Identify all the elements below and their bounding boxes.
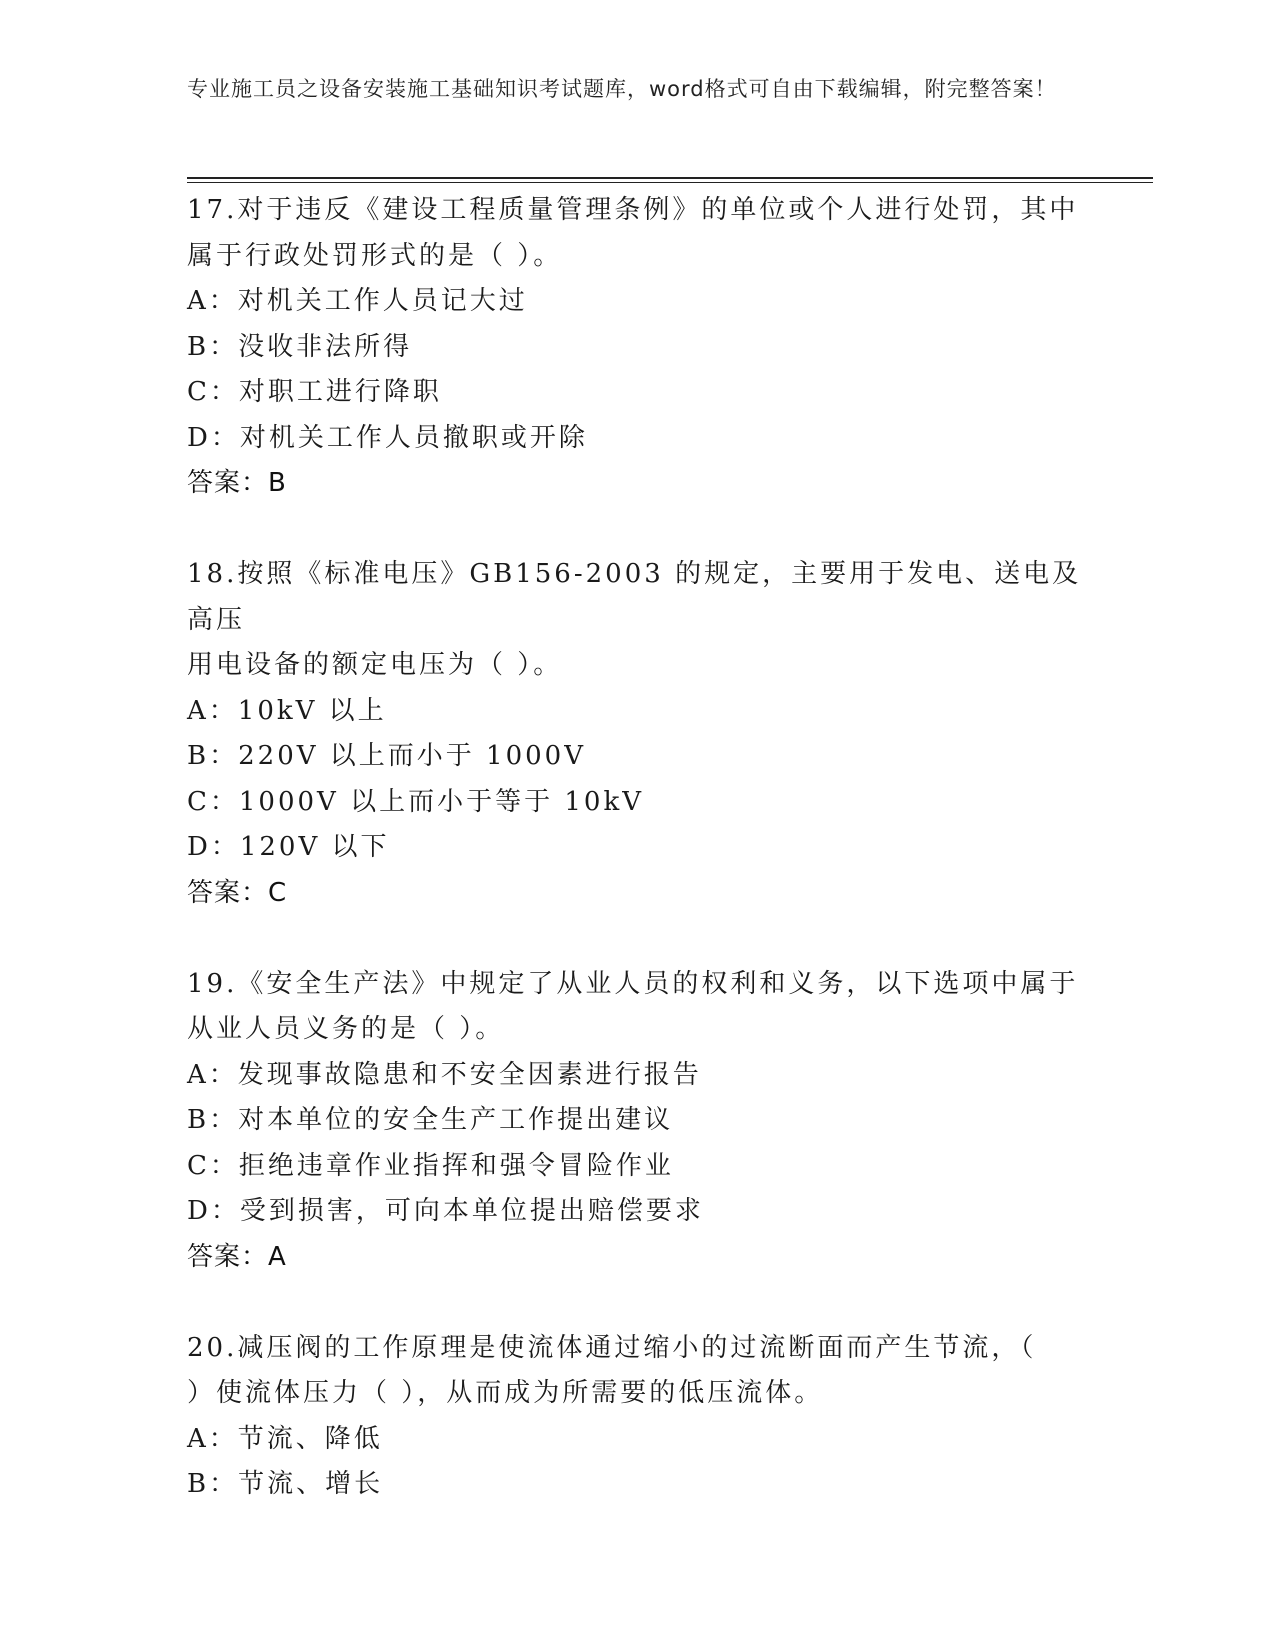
option-a: A：节流、降低 (187, 1423, 383, 1454)
option-c: C：对职工进行降职 (187, 377, 442, 407)
option-b: B：220V 以上而小于 1000V (187, 741, 586, 771)
option-d: D：受到损害，可向本单位提出赔偿要求 (187, 1196, 704, 1226)
option-a: A：发现事故隐患和不安全因素进行报告 (187, 1059, 702, 1090)
question-spacer (187, 1280, 1087, 1326)
header-divider-thin (187, 182, 1153, 183)
question-stem-line: 属于行政处罚形式的是（ ）。 (187, 240, 563, 271)
question-stem-line: 18.按照《标准电压》GB156-2003 的规定，主要用于发电、送电及高压 (187, 559, 1082, 635)
question-stem-line: ）使流体压力（ ），从而成为所需要的低压流体。 (187, 1378, 824, 1408)
question-19 (187, 962, 1087, 1326)
question-20 (187, 1326, 1087, 1508)
option-d: D：120V 以下 (187, 832, 390, 862)
answer-line: 答案：C (187, 877, 288, 908)
option-b: B：节流、增长 (187, 1469, 384, 1499)
question-stem-line: 20.减压阀的工作原理是使流体通过缩小的过流断面而产生节流，（ (187, 1332, 1037, 1363)
option-c: C：拒绝违章作业指挥和强令冒险作业 (187, 1150, 674, 1181)
option-a: A：对机关工作人员记大过 (187, 286, 528, 316)
header-divider-thick (187, 177, 1153, 179)
answer-line: 答案：A (187, 1241, 287, 1272)
question-stem-line: 19.《安全生产法》中规定了从业人员的权利和义务，以下选项中属于 (187, 968, 1079, 999)
question-list (187, 188, 1087, 1508)
option-c: C：1000V 以上而小于等于 10kV (187, 786, 644, 817)
document-header-title: 专业施工员之设备安装施工基础知识考试题库，word格式可自由下载编辑，附完整答案！ (187, 77, 1057, 101)
question-stem-line: 从业人员义务的是（ ）。 (187, 1014, 505, 1044)
option-b: B：没收非法所得 (187, 331, 413, 362)
answer-line: 答案：B (187, 468, 287, 498)
option-b: B：对本单位的安全生产工作提出建议 (187, 1105, 674, 1135)
question-spacer (187, 507, 1087, 553)
question-stem-line: 用电设备的额定电压为（ ）。 (187, 650, 563, 680)
question-18 (187, 552, 1087, 962)
question-17 (187, 188, 1087, 552)
option-d: D：对机关工作人员撤职或开除 (187, 422, 588, 453)
question-stem-line: 17.对于违反《建设工程质量管理条例》的单位或个人进行处罚，其中 (187, 195, 1079, 225)
option-a: A：10kV 以上 (187, 695, 387, 726)
question-spacer (187, 916, 1087, 962)
